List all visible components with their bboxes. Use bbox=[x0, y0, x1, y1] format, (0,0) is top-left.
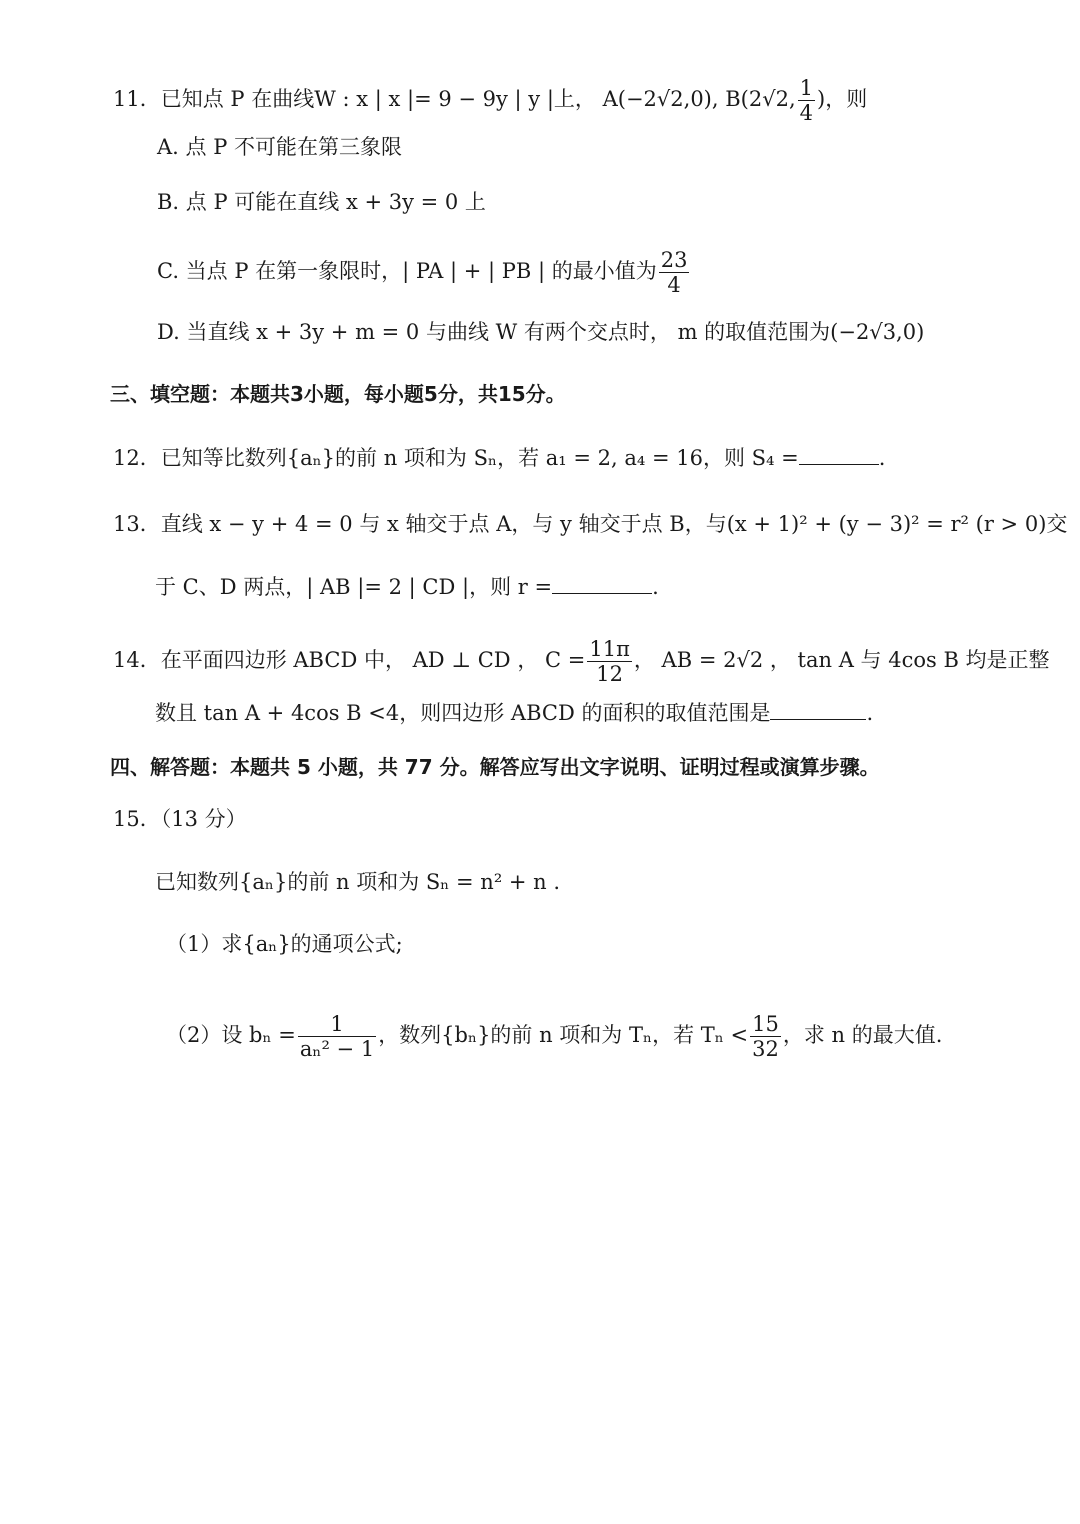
q14-line2-text: 数且 tan A + 4cos B <4，则四边形 ABCD 的面积的取值范围是 bbox=[155, 701, 771, 725]
q15-b-den: aₙ² − 1 bbox=[299, 1037, 375, 1062]
q14-c-fraction bbox=[587, 637, 632, 686]
question-15-stem: 已知数列{aₙ}的前 n 项和为 Sₙ = n² + n . bbox=[155, 870, 561, 894]
section-3-heading: 三、填空题：本题共3小题，每小题5分，共15分。 bbox=[110, 382, 566, 406]
question-15-part-2 bbox=[166, 1012, 942, 1061]
question-13-line-1: 13．直线 x − y + 4 = 0 与 x 轴交于点 A，与 y 轴交于点 B，与(x + 1)² + (y − 3)² = r² (r > 0)交 bbox=[113, 512, 1068, 536]
q11-option-c-num: 23 bbox=[660, 248, 688, 272]
q11-option-c-den: 4 bbox=[659, 272, 690, 297]
q14-c-den: 12 bbox=[587, 661, 632, 686]
q11-option-d: D. 当直线 x + 3y + m = 0 与曲线 W 有两个交点时， m 的取值范围为(−2√3,0) bbox=[157, 320, 925, 344]
q11-option-b: B. 点 P 可能在直线 x + 3y = 0 上 bbox=[157, 190, 486, 214]
q12-end: . bbox=[878, 446, 886, 470]
q11-option-a: A. 点 P 不可能在第三象限 bbox=[157, 135, 402, 159]
q15-b-fraction bbox=[298, 1012, 376, 1061]
q15-t-den: 32 bbox=[752, 1037, 779, 1062]
q13-end: . bbox=[652, 575, 659, 599]
q15-part2-pre: （2）设 bₙ = bbox=[166, 1023, 296, 1048]
q14-line1-post: ， AB = 2√2 ， tan A 与 4cos B 均是正整 bbox=[633, 648, 1050, 673]
q11-stem-tail: )，则 bbox=[817, 87, 868, 112]
q14-line1-pre: 14．在平面四边形 ABCD 中， AD ⊥ CD ， C = bbox=[113, 648, 586, 673]
q11-option-c-fraction bbox=[659, 248, 690, 297]
q13-answer-blank bbox=[552, 575, 652, 594]
q15-part2-post: ，求 n 的最大值. bbox=[782, 1023, 943, 1048]
question-11-stem bbox=[113, 76, 867, 125]
q15-b-num: 1 bbox=[330, 1012, 344, 1036]
q15-part2-mid: ，数列{bₙ}的前 n 项和为 Tₙ，若 Tₙ < bbox=[378, 1023, 749, 1048]
section-4-heading: 四、解答题：本题共 5 小题，共 77 分。解答应写出文字说明、证明过程或演算步骤。 bbox=[110, 755, 880, 779]
q14-answer-blank bbox=[770, 701, 866, 720]
q11-option-c bbox=[157, 248, 691, 297]
q11-stem-text: 11．已知点 P 在曲线W : x | x |= 9 − 9y | y |上， A(−2√2,0), B(2√2, bbox=[113, 87, 796, 112]
q11-option-c-text: C. 当点 P 在第一象限时，| PA | + | PB | 的最小值为 bbox=[157, 259, 657, 284]
q12-answer-blank bbox=[799, 446, 879, 465]
q11-fraction bbox=[798, 76, 815, 125]
question-14-line-2 bbox=[155, 701, 873, 724]
q12-text: 12．已知等比数列{aₙ}的前 n 项和为 Sₙ，若 a₁ = 2, a₄ = 16，则 S₄ = bbox=[113, 446, 799, 470]
question-13-line-2 bbox=[155, 575, 659, 598]
q11-frac-num: 1 bbox=[799, 76, 814, 100]
q15-t-fraction bbox=[750, 1012, 781, 1061]
q14-c-num: 11π bbox=[589, 637, 630, 661]
q11-frac-den: 4 bbox=[799, 101, 814, 126]
q14-end: . bbox=[866, 701, 874, 725]
q13-line2-text: 于 C、D 两点，| AB |= 2 | CD |，则 r = bbox=[155, 575, 553, 599]
question-12 bbox=[113, 446, 885, 469]
q15-t-num: 15 bbox=[752, 1012, 779, 1036]
question-15-part-1: （1）求{aₙ}的通项公式; bbox=[166, 932, 403, 956]
question-14-line-1 bbox=[113, 637, 1050, 686]
question-15-header: 15．（13 分） bbox=[113, 807, 247, 831]
